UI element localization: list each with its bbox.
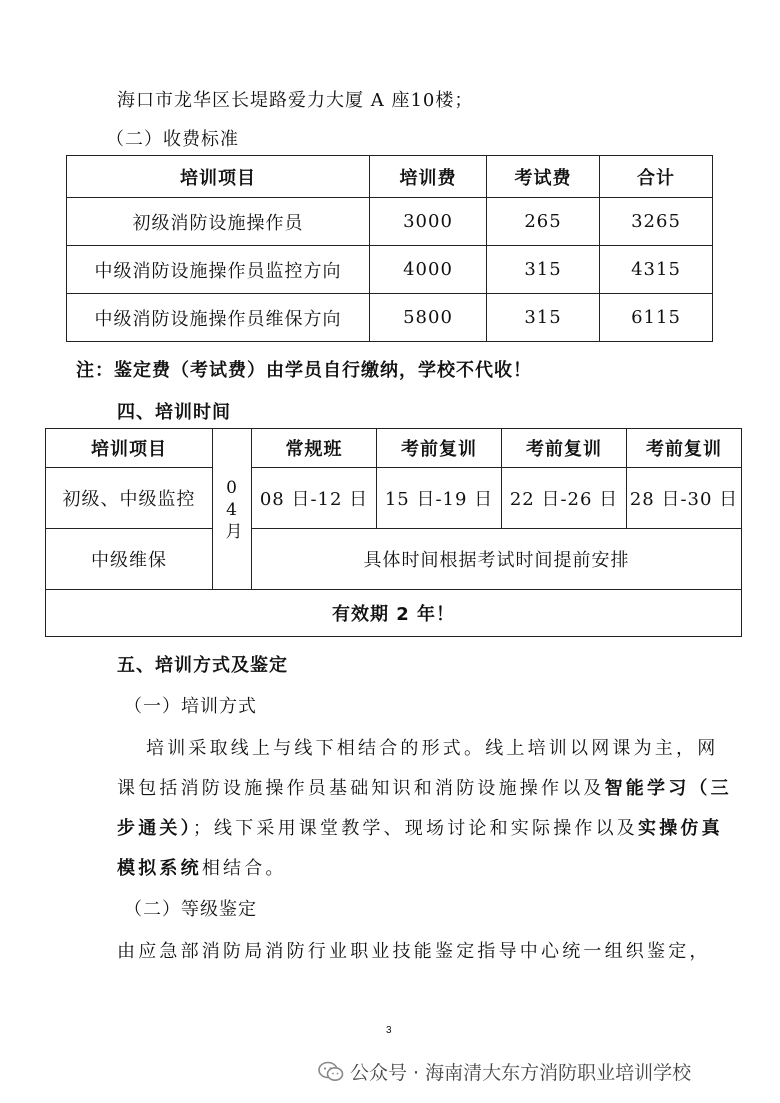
fee-header-exam: 考试费 xyxy=(487,156,600,198)
footer-watermark xyxy=(318,1058,691,1085)
fee-header-training: 培训费 xyxy=(370,156,487,198)
table-row xyxy=(46,529,742,590)
fee-cell: 315 xyxy=(487,294,600,342)
schedule-header-item: 培训项目 xyxy=(46,429,213,468)
fee-cell: 6115 xyxy=(600,294,713,342)
bold-text-span: 步通关） xyxy=(117,818,193,839)
table-row xyxy=(67,294,713,342)
fee-cell: 中级消防设施操作员监控方向 xyxy=(67,246,370,294)
paragraph-1-line-4 xyxy=(117,854,287,880)
text-span: ；线下采用课堂教学、现场讨论和实际操作以及 xyxy=(192,818,639,839)
schedule-item-cell: 初级、中级监控 xyxy=(46,468,213,529)
schedule-note-cell: 具体时间根据考试时间提前安排 xyxy=(252,529,742,590)
fee-cell: 265 xyxy=(487,198,600,246)
fee-cell: 4000 xyxy=(370,246,487,294)
paragraph-1-line-3 xyxy=(117,814,723,840)
table-row xyxy=(67,198,713,246)
page-number: 3 xyxy=(386,1025,392,1036)
section-4-title: 四、培训时间 xyxy=(117,402,231,423)
text-span: 课包括消防设施操作员基础知识和消防设施操作以及 xyxy=(117,778,605,799)
schedule-header-review-3: 考前复训 xyxy=(627,429,742,468)
grade-heading: （二）等级鉴定 xyxy=(124,899,257,920)
fee-note: 注：鉴定费（考试费）由学员自行缴纳，学校不代收！ xyxy=(76,360,532,381)
fee-table xyxy=(66,155,713,342)
text-span: 相结合。 xyxy=(201,858,287,879)
month-cell: 04月 xyxy=(213,429,252,590)
method-heading: （一）培训方式 xyxy=(124,696,257,717)
fee-cell: 315 xyxy=(487,246,600,294)
schedule-date-cell: 08 日-12 日 xyxy=(252,468,377,529)
schedule-date-cell: 22 日-26 日 xyxy=(502,468,627,529)
schedule-item-cell: 中级维保 xyxy=(46,529,213,590)
wechat-icon xyxy=(318,1061,344,1083)
fee-cell: 中级消防设施操作员维保方向 xyxy=(67,294,370,342)
footer-text: 公众号 · 海南清大东方消防职业培训学校 xyxy=(350,1062,692,1084)
schedule-date-cell: 28 日-30 日 xyxy=(627,468,742,529)
bold-text-span: 智能学习（三 xyxy=(604,778,732,799)
paragraph-2-line-1: 由应急部消防局消防行业职业技能鉴定指导中心统一组织鉴定， xyxy=(117,941,711,962)
schedule-date-cell: 15 日-19 日 xyxy=(377,468,502,529)
address-line: 海口市龙华区长堤路爱力大厦 A 座10楼； xyxy=(117,90,474,111)
schedule-header-review-2: 考前复训 xyxy=(502,429,627,468)
fee-header-total: 合计 xyxy=(600,156,713,198)
schedule-table xyxy=(45,428,742,637)
fee-cell: 5800 xyxy=(370,294,487,342)
section-5-title: 五、培训方式及鉴定 xyxy=(117,655,288,676)
fee-header-item: 培训项目 xyxy=(67,156,370,198)
schedule-header-review-1: 考前复训 xyxy=(377,429,502,468)
fee-cell: 4315 xyxy=(600,246,713,294)
bold-text-span: 模拟系统 xyxy=(117,858,202,879)
fee-cell: 初级消防设施操作员 xyxy=(67,198,370,246)
fee-heading: （二）收费标准 xyxy=(106,129,239,150)
fee-cell: 3000 xyxy=(370,198,487,246)
bold-text-span: 实操仿真 xyxy=(638,818,723,839)
schedule-header-regular: 常规班 xyxy=(252,429,377,468)
paragraph-1-line-2 xyxy=(117,774,732,800)
paragraph-1-line-1: 培训采取线上与线下相结合的形式。线上培训以网课为主，网 xyxy=(146,738,719,759)
table-row xyxy=(46,468,742,529)
fee-cell: 3265 xyxy=(600,198,713,246)
validity-cell: 有效期 2 年！ xyxy=(46,590,742,637)
table-row xyxy=(67,246,713,294)
